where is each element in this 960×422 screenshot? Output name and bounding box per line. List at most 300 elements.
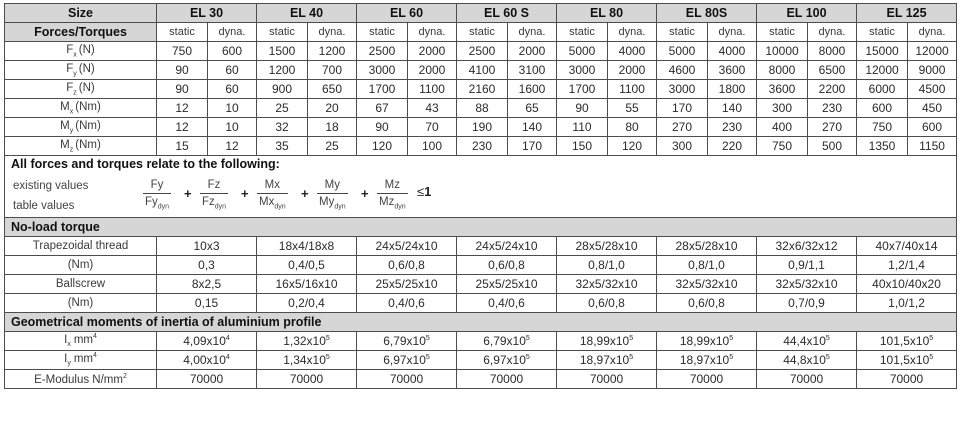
force-value: 2000 bbox=[508, 42, 557, 61]
inertia-mantissa: 18,99x10 bbox=[679, 334, 730, 348]
force-value: 12000 bbox=[857, 61, 908, 80]
force-value: 60 bbox=[208, 61, 257, 80]
force-value: 4100 bbox=[457, 61, 508, 80]
noload-value: 1,0/1,2 bbox=[857, 294, 957, 313]
inertia-mantissa: 18,97x10 bbox=[579, 353, 630, 367]
force-row-label bbox=[5, 42, 157, 61]
force-value: 1500 bbox=[257, 42, 308, 61]
inertia-unit-exponent: 4 bbox=[92, 333, 97, 341]
inertia-row bbox=[5, 332, 957, 351]
noload-value: 24x5/24x10 bbox=[457, 237, 557, 256]
force-value: 2000 bbox=[608, 61, 657, 80]
dyna-label: dyna. bbox=[708, 23, 757, 42]
force-value: 12 bbox=[208, 137, 257, 156]
inertia-mantissa: 6,79x10 bbox=[483, 334, 526, 348]
force-value: 650 bbox=[308, 80, 357, 99]
inertia-value bbox=[557, 332, 657, 351]
force-value: 60 bbox=[208, 80, 257, 99]
force-value: 2200 bbox=[808, 80, 857, 99]
inertia-value bbox=[257, 351, 357, 370]
noload-header-row bbox=[5, 218, 957, 237]
force-value: 5000 bbox=[657, 42, 708, 61]
force-value: 8000 bbox=[808, 42, 857, 61]
force-value: 300 bbox=[657, 137, 708, 156]
inertia-value bbox=[157, 332, 257, 351]
less-equal-one bbox=[417, 184, 431, 199]
fraction-numerator: Fy bbox=[143, 178, 171, 194]
force-row bbox=[5, 99, 957, 118]
inertia-mantissa: 101,5x10 bbox=[879, 334, 930, 348]
inertia-mantissa: 4,09x10 bbox=[183, 334, 226, 348]
emodulus-value: 70000 bbox=[657, 370, 757, 389]
dyna-label: dyna. bbox=[408, 23, 457, 42]
emodulus-row bbox=[5, 370, 957, 389]
existing-values-label: existing values bbox=[13, 180, 89, 192]
inertia-title: Geometrical moments of inertia of aluminium profile bbox=[5, 313, 957, 332]
plus-sign: + bbox=[361, 186, 369, 201]
force-value: 300 bbox=[757, 99, 808, 118]
emodulus-value: 70000 bbox=[357, 370, 457, 389]
model-header: EL 60 S bbox=[457, 4, 557, 23]
denominator-symbol: Fy bbox=[145, 196, 158, 208]
inertia-axis: x bbox=[67, 341, 71, 349]
dyna-label: dyna. bbox=[608, 23, 657, 42]
force-value: 2000 bbox=[408, 61, 457, 80]
emodulus-value: 70000 bbox=[757, 370, 857, 389]
force-value: 5000 bbox=[557, 42, 608, 61]
noload-value: 28x5/28x10 bbox=[657, 237, 757, 256]
noload-value: 25x5/25x10 bbox=[357, 275, 457, 294]
inertia-mantissa: 101,5x10 bbox=[879, 353, 930, 367]
force-row bbox=[5, 61, 957, 80]
inertia-exponent: 5 bbox=[325, 335, 330, 342]
force-value: 18 bbox=[308, 118, 357, 137]
force-value: 90 bbox=[357, 118, 408, 137]
inertia-row-label bbox=[5, 332, 157, 351]
force-value: 1600 bbox=[508, 80, 557, 99]
inertia-value bbox=[857, 332, 957, 351]
noload-value: 0,8/1,0 bbox=[657, 256, 757, 275]
denominator-symbol: Mz bbox=[379, 196, 395, 208]
denominator-subscript: dyn bbox=[334, 203, 346, 211]
emodulus-value: 70000 bbox=[157, 370, 257, 389]
inertia-symbol: I bbox=[64, 334, 68, 347]
fraction bbox=[377, 178, 408, 215]
force-value: 35 bbox=[257, 137, 308, 156]
force-value: 65 bbox=[508, 99, 557, 118]
force-value: 12 bbox=[157, 99, 208, 118]
static-label: static bbox=[157, 23, 208, 42]
force-row-label bbox=[5, 80, 157, 99]
inertia-mantissa: 44,8x10 bbox=[783, 353, 826, 367]
inertia-axis: y bbox=[67, 360, 71, 368]
force-axis: y bbox=[73, 70, 77, 78]
force-value: 15000 bbox=[857, 42, 908, 61]
forces-label: Forces/Torques bbox=[5, 23, 157, 42]
inertia-exponent: 5 bbox=[729, 354, 734, 361]
force-value: 90 bbox=[557, 99, 608, 118]
fraction-numerator: Fz bbox=[200, 178, 228, 194]
force-value: 9000 bbox=[908, 61, 957, 80]
model-header: EL 100 bbox=[757, 4, 857, 23]
inertia-exponent: 5 bbox=[629, 335, 634, 342]
inertia-exponent: 5 bbox=[425, 335, 430, 342]
inertia-exponent: 5 bbox=[825, 335, 830, 342]
force-value: 1100 bbox=[408, 80, 457, 99]
noload-row bbox=[5, 294, 957, 313]
force-symbol: F bbox=[66, 43, 74, 56]
noload-value: 10x3 bbox=[157, 237, 257, 256]
fraction-numerator: Mz bbox=[377, 178, 408, 194]
force-value: 12 bbox=[157, 118, 208, 137]
force-row bbox=[5, 42, 957, 61]
force-value: 25 bbox=[308, 137, 357, 156]
inertia-exponent: 5 bbox=[825, 354, 830, 361]
emodulus-value: 70000 bbox=[457, 370, 557, 389]
inertia-value bbox=[757, 351, 857, 370]
noload-row bbox=[5, 275, 957, 294]
inertia-mantissa: 1,32x10 bbox=[283, 334, 326, 348]
model-header: EL 125 bbox=[857, 4, 957, 23]
inertia-value bbox=[157, 351, 257, 370]
force-unit: (Nm) bbox=[75, 100, 101, 113]
noload-value: 0,3 bbox=[157, 256, 257, 275]
denominator-subscript: dyn bbox=[214, 203, 227, 211]
static-label: static bbox=[257, 23, 308, 42]
inertia-exponent: 4 bbox=[225, 335, 230, 342]
inertia-mantissa: 1,34x10 bbox=[283, 353, 326, 367]
static-label: static bbox=[857, 23, 908, 42]
force-row-label bbox=[5, 118, 157, 137]
inertia-mantissa: 6,97x10 bbox=[383, 353, 426, 367]
noload-value: 0,6/0,8 bbox=[557, 294, 657, 313]
force-value: 3000 bbox=[557, 61, 608, 80]
force-value: 3100 bbox=[508, 61, 557, 80]
force-value: 1700 bbox=[557, 80, 608, 99]
noload-value: 0,6/0,8 bbox=[357, 256, 457, 275]
header-row-forces bbox=[5, 23, 957, 42]
force-value: 80 bbox=[608, 118, 657, 137]
emodulus-label bbox=[5, 370, 157, 389]
force-symbol: M bbox=[60, 100, 70, 113]
fraction-denominator bbox=[317, 194, 348, 215]
fraction-numerator: My bbox=[317, 178, 348, 194]
force-value: 400 bbox=[757, 118, 808, 137]
noload-row-label: (Nm) bbox=[5, 294, 157, 313]
force-value: 190 bbox=[457, 118, 508, 137]
denominator-subscript: dyn bbox=[394, 203, 406, 211]
noload-value: 1,2/1,4 bbox=[857, 256, 957, 275]
force-value: 90 bbox=[157, 61, 208, 80]
inertia-exponent: 5 bbox=[525, 335, 530, 342]
formula-block bbox=[5, 156, 957, 218]
inertia-mantissa: 18,97x10 bbox=[679, 353, 730, 367]
denominator-subscript: dyn bbox=[274, 203, 286, 211]
force-value: 4000 bbox=[708, 42, 757, 61]
inertia-mantissa: 6,97x10 bbox=[483, 353, 526, 367]
inertia-value bbox=[657, 351, 757, 370]
header-row-size bbox=[5, 4, 957, 23]
force-unit: (N) bbox=[78, 43, 95, 56]
inertia-exponent: 5 bbox=[929, 335, 934, 342]
force-axis: y bbox=[69, 127, 74, 135]
inertia-exponent: 5 bbox=[525, 354, 530, 361]
force-value: 1350 bbox=[857, 137, 908, 156]
force-value: 110 bbox=[557, 118, 608, 137]
force-value: 1200 bbox=[257, 61, 308, 80]
noload-value: 0,4/0,5 bbox=[257, 256, 357, 275]
force-symbol: M bbox=[60, 119, 70, 132]
force-value: 750 bbox=[857, 118, 908, 137]
force-value: 600 bbox=[908, 118, 957, 137]
inertia-symbol: I bbox=[64, 353, 68, 366]
fraction bbox=[317, 178, 348, 215]
model-header: EL 80S bbox=[657, 4, 757, 23]
fraction-denominator bbox=[200, 194, 228, 215]
spec-table bbox=[4, 3, 957, 389]
fraction-numerator: Mx bbox=[257, 178, 288, 194]
static-label: static bbox=[757, 23, 808, 42]
force-symbol: F bbox=[66, 62, 74, 75]
inertia-value bbox=[557, 351, 657, 370]
formula-title: All forces and torques relate to the following: bbox=[11, 157, 280, 171]
model-header: EL 60 bbox=[357, 4, 457, 23]
force-value: 140 bbox=[508, 118, 557, 137]
leq-value: 1 bbox=[424, 184, 432, 199]
force-unit: (Nm) bbox=[75, 119, 101, 132]
force-axis: z bbox=[73, 89, 77, 97]
noload-row bbox=[5, 256, 957, 275]
inertia-value bbox=[657, 332, 757, 351]
dyna-label: dyna. bbox=[208, 23, 257, 42]
inertia-mantissa: 6,79x10 bbox=[383, 334, 426, 348]
force-value: 120 bbox=[608, 137, 657, 156]
force-value: 900 bbox=[257, 80, 308, 99]
inertia-value bbox=[757, 332, 857, 351]
force-value: 1100 bbox=[608, 80, 657, 99]
emodulus-value: 70000 bbox=[257, 370, 357, 389]
force-value: 15 bbox=[157, 137, 208, 156]
force-value: 750 bbox=[757, 137, 808, 156]
force-value: 230 bbox=[808, 99, 857, 118]
inertia-exponent: 5 bbox=[929, 354, 934, 361]
force-value: 3000 bbox=[357, 61, 408, 80]
force-value: 8000 bbox=[757, 61, 808, 80]
denominator-symbol: My bbox=[319, 196, 335, 208]
model-header: EL 80 bbox=[557, 4, 657, 23]
inertia-value bbox=[357, 332, 457, 351]
spec-table-body bbox=[5, 4, 957, 389]
force-value: 230 bbox=[457, 137, 508, 156]
table-values-label: table values bbox=[13, 200, 75, 212]
force-value: 4000 bbox=[608, 42, 657, 61]
force-value: 230 bbox=[708, 118, 757, 137]
force-value: 4600 bbox=[657, 61, 708, 80]
inertia-row-label bbox=[5, 351, 157, 370]
force-value: 750 bbox=[157, 42, 208, 61]
dyna-label: dyna. bbox=[508, 23, 557, 42]
force-value: 1150 bbox=[908, 137, 957, 156]
dyna-label: dyna. bbox=[808, 23, 857, 42]
emodulus-value: 70000 bbox=[557, 370, 657, 389]
noload-value: 0,9/1,1 bbox=[757, 256, 857, 275]
force-value: 600 bbox=[857, 99, 908, 118]
formula-row bbox=[5, 156, 957, 218]
noload-value: 32x6/32x12 bbox=[757, 237, 857, 256]
dyna-label: dyna. bbox=[308, 23, 357, 42]
denominator-symbol: Mx bbox=[259, 196, 275, 208]
force-value: 67 bbox=[357, 99, 408, 118]
leq-symbol: ≤ bbox=[417, 184, 425, 199]
inertia-value bbox=[457, 351, 557, 370]
force-unit: (N) bbox=[78, 81, 95, 94]
denominator-subscript: dyn bbox=[157, 203, 170, 211]
force-value: 140 bbox=[708, 99, 757, 118]
inertia-unit: mm bbox=[73, 353, 93, 366]
noload-value: 32x5/32x10 bbox=[557, 275, 657, 294]
inertia-exponent: 5 bbox=[325, 354, 330, 361]
force-value: 100 bbox=[408, 137, 457, 156]
noload-value: 40x10/40x20 bbox=[857, 275, 957, 294]
emodulus-text: E-Modulus N/mm bbox=[34, 373, 123, 386]
inertia-exponent: 5 bbox=[729, 335, 734, 342]
force-value: 20 bbox=[308, 99, 357, 118]
force-row bbox=[5, 137, 957, 156]
noload-value: 0,8/1,0 bbox=[557, 256, 657, 275]
force-value: 43 bbox=[408, 99, 457, 118]
noload-value: 0,2/0,4 bbox=[257, 294, 357, 313]
model-header: EL 30 bbox=[157, 4, 257, 23]
inertia-mantissa: 4,00x10 bbox=[183, 353, 226, 367]
force-symbol: M bbox=[60, 138, 70, 151]
force-value: 2500 bbox=[457, 42, 508, 61]
force-axis: x bbox=[73, 51, 77, 59]
force-value: 220 bbox=[708, 137, 757, 156]
force-value: 270 bbox=[808, 118, 857, 137]
noload-row-label: Trapezoidal thread bbox=[5, 237, 157, 256]
static-label: static bbox=[657, 23, 708, 42]
noload-value: 0,6/0,8 bbox=[457, 256, 557, 275]
force-value: 32 bbox=[257, 118, 308, 137]
noload-value: 0,7/0,9 bbox=[757, 294, 857, 313]
force-value: 600 bbox=[208, 42, 257, 61]
noload-row-label: Ballscrew bbox=[5, 275, 157, 294]
plus-sign: + bbox=[241, 186, 249, 201]
noload-value: 25x5/25x10 bbox=[457, 275, 557, 294]
force-value: 2000 bbox=[408, 42, 457, 61]
force-value: 10000 bbox=[757, 42, 808, 61]
inertia-exponent: 5 bbox=[629, 354, 634, 361]
fraction-denominator bbox=[257, 194, 288, 215]
noload-value: 32x5/32x10 bbox=[757, 275, 857, 294]
force-value: 6500 bbox=[808, 61, 857, 80]
force-value: 270 bbox=[657, 118, 708, 137]
noload-value: 24x5/24x10 bbox=[357, 237, 457, 256]
force-symbol: F bbox=[66, 81, 74, 94]
force-value: 1200 bbox=[308, 42, 357, 61]
force-value: 10 bbox=[208, 118, 257, 137]
emodulus-exponent: 2 bbox=[122, 372, 127, 380]
force-value: 2500 bbox=[357, 42, 408, 61]
dyna-label: dyna. bbox=[908, 23, 957, 42]
force-value: 6000 bbox=[857, 80, 908, 99]
noload-title: No-load torque bbox=[5, 218, 957, 237]
force-unit: (Nm) bbox=[75, 138, 101, 151]
inertia-exponent: 5 bbox=[425, 354, 430, 361]
force-row bbox=[5, 80, 957, 99]
size-label: Size bbox=[5, 4, 157, 23]
denominator-symbol: Fz bbox=[202, 196, 215, 208]
force-row-label bbox=[5, 61, 157, 80]
inertia-row bbox=[5, 351, 957, 370]
noload-value: 0,6/0,8 bbox=[657, 294, 757, 313]
force-value: 55 bbox=[608, 99, 657, 118]
inertia-mantissa: 18,99x10 bbox=[579, 334, 630, 348]
fraction bbox=[200, 178, 228, 215]
force-value: 1800 bbox=[708, 80, 757, 99]
force-axis: x bbox=[69, 108, 74, 116]
force-value: 3600 bbox=[708, 61, 757, 80]
force-value: 500 bbox=[808, 137, 857, 156]
static-label: static bbox=[457, 23, 508, 42]
force-row bbox=[5, 118, 957, 137]
force-value: 4500 bbox=[908, 80, 957, 99]
force-value: 70 bbox=[408, 118, 457, 137]
noload-value: 0,15 bbox=[157, 294, 257, 313]
force-unit: (N) bbox=[78, 62, 95, 75]
force-value: 90 bbox=[157, 80, 208, 99]
noload-value: 8x2,5 bbox=[157, 275, 257, 294]
plus-sign: + bbox=[301, 186, 309, 201]
noload-value: 16x5/16x10 bbox=[257, 275, 357, 294]
noload-value: 40x7/40x14 bbox=[857, 237, 957, 256]
inertia-header-row bbox=[5, 313, 957, 332]
force-value: 700 bbox=[308, 61, 357, 80]
emodulus-value: 70000 bbox=[857, 370, 957, 389]
force-value: 3000 bbox=[657, 80, 708, 99]
noload-value: 18x4/18x8 bbox=[257, 237, 357, 256]
noload-value: 0,4/0,6 bbox=[357, 294, 457, 313]
fraction-denominator bbox=[377, 194, 408, 215]
inertia-value bbox=[457, 332, 557, 351]
inertia-unit-exponent: 4 bbox=[92, 352, 97, 360]
fraction-denominator bbox=[143, 194, 171, 215]
force-value: 170 bbox=[657, 99, 708, 118]
static-label: static bbox=[357, 23, 408, 42]
inertia-value bbox=[357, 351, 457, 370]
noload-value: 32x5/32x10 bbox=[657, 275, 757, 294]
force-value: 3600 bbox=[757, 80, 808, 99]
force-value: 170 bbox=[508, 137, 557, 156]
model-header: EL 40 bbox=[257, 4, 357, 23]
force-value: 10 bbox=[208, 99, 257, 118]
force-value: 25 bbox=[257, 99, 308, 118]
force-value: 150 bbox=[557, 137, 608, 156]
noload-value: 28x5/28x10 bbox=[557, 237, 657, 256]
fraction bbox=[257, 178, 288, 215]
noload-row-label: (Nm) bbox=[5, 256, 157, 275]
force-value: 1700 bbox=[357, 80, 408, 99]
noload-value: 0,4/0,6 bbox=[457, 294, 557, 313]
inertia-value bbox=[857, 351, 957, 370]
inertia-exponent: 4 bbox=[225, 354, 230, 361]
plus-sign: + bbox=[184, 186, 192, 201]
static-label: static bbox=[557, 23, 608, 42]
force-value: 12000 bbox=[908, 42, 957, 61]
force-row-label bbox=[5, 137, 157, 156]
force-row-label bbox=[5, 99, 157, 118]
noload-row bbox=[5, 237, 957, 256]
